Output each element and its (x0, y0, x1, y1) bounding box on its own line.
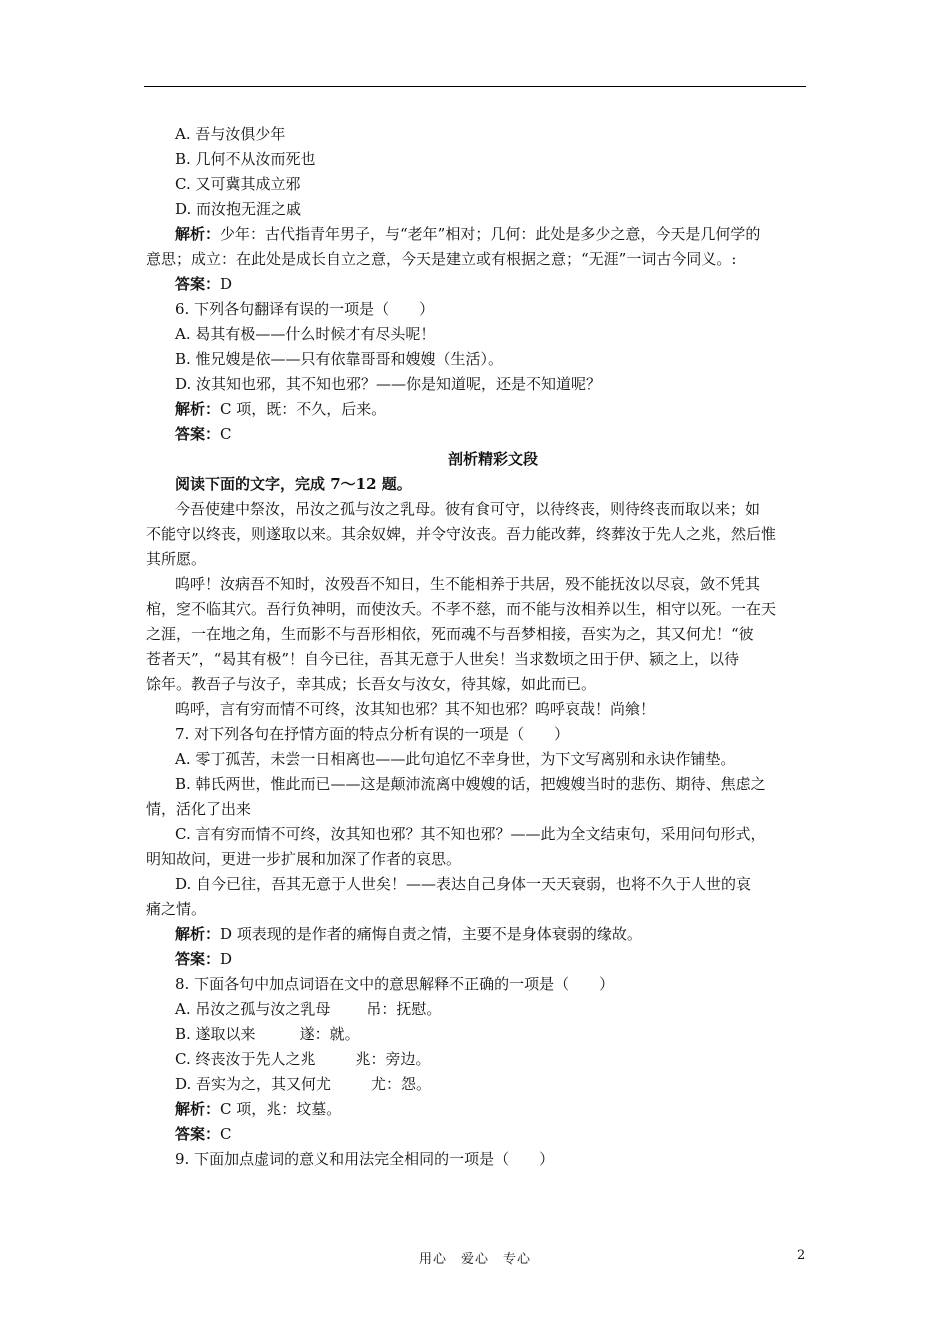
analysis-label: 解析： (175, 225, 221, 243)
analysis-line: 解析：C 项，既：不久，后来。 (175, 400, 387, 418)
option-c: C. 又可冀其成立邪 (175, 175, 301, 193)
passage-line: 之涯，一在地之角，生而影不与吾形相依，死而魂不与吾梦相接，吾实为之，其又何尤！“彼 (146, 625, 754, 643)
option-a: A. 曷其有极——什么时候才有尽头呢！ (175, 325, 436, 343)
answer-label: 答案： (175, 275, 221, 293)
option-b: B. 几何不从汝而死也 (175, 150, 316, 168)
document-body (146, 122, 810, 1172)
answer-line: 答案：D (175, 275, 233, 293)
option-d-continuation: 痛之情。 (146, 900, 207, 918)
header-rule (144, 86, 806, 87)
question-6: 6. 下列各句翻译有误的一项是（ ） (175, 300, 435, 318)
passage-line: 馀年。教吾子与汝子，幸其成；长吾女与汝女，待其嫁，如此而已。 (146, 675, 597, 693)
passage-line: 呜呼，言有穷而情不可终，汝其知也邪？其不知也邪？呜呼哀哉！尚飨！ (175, 700, 656, 718)
option-b: B. 遂取以来 遂：就。 (175, 1025, 360, 1043)
option-b-continuation: 情，活化了出来 (146, 800, 252, 818)
option-c: C. 言有穷而情不可终，汝其知也邪？其不知也邪？——此为全文结束句，采用问句形式， (175, 825, 766, 843)
option-c-gloss: 兆：旁边。 (355, 1050, 431, 1068)
answer-label: 答案： (175, 425, 221, 443)
analysis-label: 解析： (175, 925, 221, 943)
analysis-line: 解析：少年：古代指青年男子，与“老年”相对；几何：此处是多少之意，今天是几何学的 (175, 225, 761, 243)
option-b: B. 韩氏两世，惟此而已——这是颠沛流离中嫂嫂的话，把嫂嫂当时的悲伤、期待、焦虑之 (175, 775, 766, 793)
answer-label: 答案： (175, 950, 221, 968)
passage-line: 不能守以终丧，则遂取以来。其余奴婢，并令守汝丧。吾力能改葬，终葬汝于先人之兆，然后惟 (146, 525, 777, 543)
analysis-line: 解析：D 项表现的是作者的痛悔自责之情，主要不是身体衰弱的缘故。 (175, 925, 642, 943)
option-c-continuation: 明知故问，更进一步扩展和加深了作者的哀思。 (146, 850, 462, 868)
question-8: 8. 下面各句中加点词语在文中的意思解释不正确的一项是（ ） (175, 975, 615, 993)
option-d: D. 自今已往，吾其无意于人世矣！——表达自己身体一天天衰弱，也将不久于人世的哀 (175, 875, 752, 893)
question-7: 7. 对下列各句在抒情方面的特点分析有误的一项是（ ） (175, 725, 570, 743)
option-b-gloss: 遂：就。 (299, 1025, 360, 1043)
footer-text: 用心 爱心 专心 (418, 1252, 531, 1267)
analysis-label: 解析： (175, 1100, 221, 1118)
option-a: A. 零丁孤苦，未尝一日相离也——此句追忆不幸身世，为下文写离别和永诀作铺垫。 (175, 750, 736, 768)
option-d: D. 而汝抱无涯之戚 (175, 200, 302, 218)
passage-line: 其所愿。 (146, 550, 207, 568)
passage-line: 苍者天”，“曷其有极”！自今已往，吾其无意于人世矣！当求数顷之田于伊、颍之上，以待 (146, 650, 740, 668)
option-d: D. 吾实为之，其又何尤 尤：怨。 (175, 1075, 432, 1093)
passage-line: 棺，窆不临其穴。吾行负神明，而使汝夭。不孝不慈，而不能与汝相养以生，相守以死。一在天 (146, 600, 777, 618)
option-a: A. 吊汝之孤与汝之乳母 吊：抚慰。 (175, 1000, 442, 1018)
option-a-gloss: 吊：抚慰。 (366, 1000, 442, 1018)
question-9: 9. 下面加点虚词的意义和用法完全相同的一项是（ ） (175, 1150, 555, 1168)
option-d-gloss: 尤：怨。 (371, 1075, 432, 1093)
option-a: A. 吾与汝俱少年 (175, 125, 286, 143)
section-heading: 剖析精彩文段 (447, 450, 538, 468)
reading-instruction: 阅读下面的文字，完成 7～12 题。 (175, 475, 412, 493)
analysis-label: 解析： (175, 400, 221, 418)
page-number: 2 (797, 1248, 806, 1263)
answer-line: 答案：C (175, 1125, 232, 1143)
passage-line: 呜呼！汝病吾不知时，汝殁吾不知日，生不能相养于共居，殁不能抚汝以尽哀，敛不凭其 (175, 575, 761, 593)
option-c: C. 终丧汝于先人之兆 兆：旁边。 (175, 1050, 431, 1068)
passage-line: 今吾使建中祭汝，吊汝之孤与汝之乳母。彼有食可守，以待终丧，则待终丧而取以来；如 (175, 500, 761, 518)
analysis-line: 解析：C 项，兆：坟墓。 (175, 1100, 342, 1118)
analysis-continuation: 意思；成立：在此处是成长自立之意，今天是建立或有根据之意；“无涯”一词古今同义。: (146, 250, 737, 268)
answer-line: 答案：D (175, 950, 233, 968)
option-d: D. 汝其知也邪，其不知也邪？——你是知道呢，还是不知道呢？ (175, 375, 602, 393)
answer-line: 答案：C (175, 425, 232, 443)
option-b: B. 惟兄嫂是依——只有依靠哥哥和嫂嫂（生活）。 (175, 350, 504, 368)
answer-label: 答案： (175, 1125, 221, 1143)
